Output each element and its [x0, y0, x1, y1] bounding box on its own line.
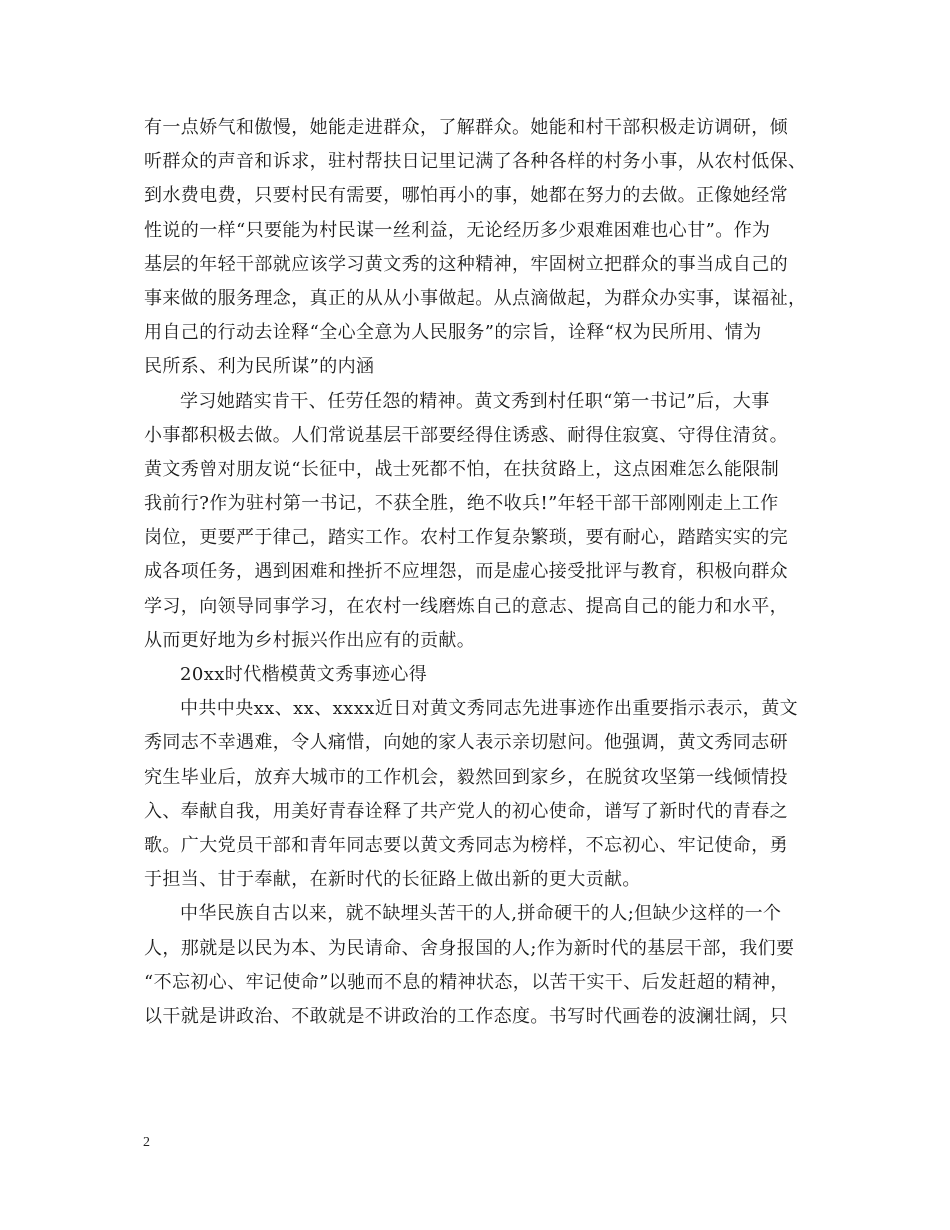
text-line: 究生毕业后，放弃大城市的工作机会，毅然回到家乡，在脱贫攻坚第一线倾情投 [144, 766, 788, 788]
text-line: 小事都积极去做。人们常说基层干部要经得住诱惑、耐得住寂寞、守得住清贫。 [144, 424, 788, 446]
text-line: 民所系、利为民所谋”的内涵 [144, 356, 375, 378]
text-line: 20xx时代楷模黄文秀事迹心得 [180, 664, 428, 685]
text-line: 歌。广大党员干部和青年同志要以黄文秀同志为榜样，不忘初心、牢记使命，勇 [144, 834, 788, 856]
text-line: 岗位，更要严于律己，踏实工作。农村工作复杂繁琐，要有耐心，踏踏实实的完 [144, 527, 788, 549]
text-line: 于担当、甘于奉献，在新时代的长征路上做出新的更大贡献。 [144, 869, 641, 891]
text-line: “不忘初心、牢记使命”以驰而不息的精神状态，以苦干实干、后发赶超的精神， [144, 971, 789, 993]
page-number: 2 [143, 1135, 150, 1150]
text-line: 事来做的服务理念，真正的从从小事做起。从点滴做起，为群众办实事，谋福祉， [144, 287, 807, 309]
text-line: 学习，向领导同事学习，在农村一线磨炼自己的意志、提高自己的能力和水平， [144, 595, 788, 617]
text-line: 基层的年轻干部就应该学习黄文秀的这种精神，牢固树立把群众的事当成自己的 [144, 253, 788, 275]
text-line: 从而更好地为乡村振兴作出应有的贡献。 [144, 629, 476, 651]
text-line: 我前行?作为驻村第一书记，不获全胜，绝不收兵!”年轻干部干部刚刚走上工作 [144, 493, 779, 515]
text-line: 中共中央xx、xx、xxxx近日对黄文秀同志先进事迹作出重要指示表示，黄文 [180, 698, 799, 720]
text-line: 黄文秀曾对朋友说“长征中，战士死都不怕，在扶贫路上，这点困难怎么能限制 [144, 458, 780, 480]
text-line: 人，那就是以民为本、为民请命、舍身报国的人;作为新时代的基层干部，我们要 [144, 937, 795, 959]
text-line: 学习她踏实肯干、任劳任怨的精神。黄文秀到村任职“第一书记”后，大事 [180, 390, 770, 412]
text-line: 成各项任务，遇到困难和挫折不应埋怨，而是虚心接受批评与教育，积极向群众 [144, 561, 788, 583]
text-line: 秀同志不幸遇难，令人痛惜，向她的家人表示亲切慰问。他强调，黄文秀同志研 [144, 732, 788, 754]
text-line: 入、奉献自我，用美好青春诠释了共产党人的初心使命，谱写了新时代的青春之 [144, 800, 788, 822]
text-line: 中华民族自古以来，就不缺埋头苦干的人,拼命硬干的人;但缺少这样的一个 [180, 903, 782, 925]
text-line: 有一点娇气和傲慢，她能走进群众，了解群众。她能和村干部积极走访调研，倾 [144, 117, 788, 138]
text-line: 性说的一样“只要能为村民谋一丝利益，无论经历多少艰难困难也心甘”。作为 [144, 219, 771, 241]
text-line: 以干就是讲政治、不敢就是不讲政治的工作态度。书写时代画卷的波澜壮阔，只 [144, 1005, 788, 1027]
text-line: 听群众的声音和诉求，驻村帮扶日记里记满了各种各样的村务小事，从农村低保、 [144, 151, 807, 173]
document-body [144, 111, 810, 1034]
text-line: 用自己的行动去诠释“全心全意为人民服务”的宗旨，诠释“权为民所用、情为 [144, 322, 762, 344]
text-line: 到水费电费，只要村民有需要，哪怕再小的事，她都在努力的去做。正像她经常 [144, 185, 788, 207]
